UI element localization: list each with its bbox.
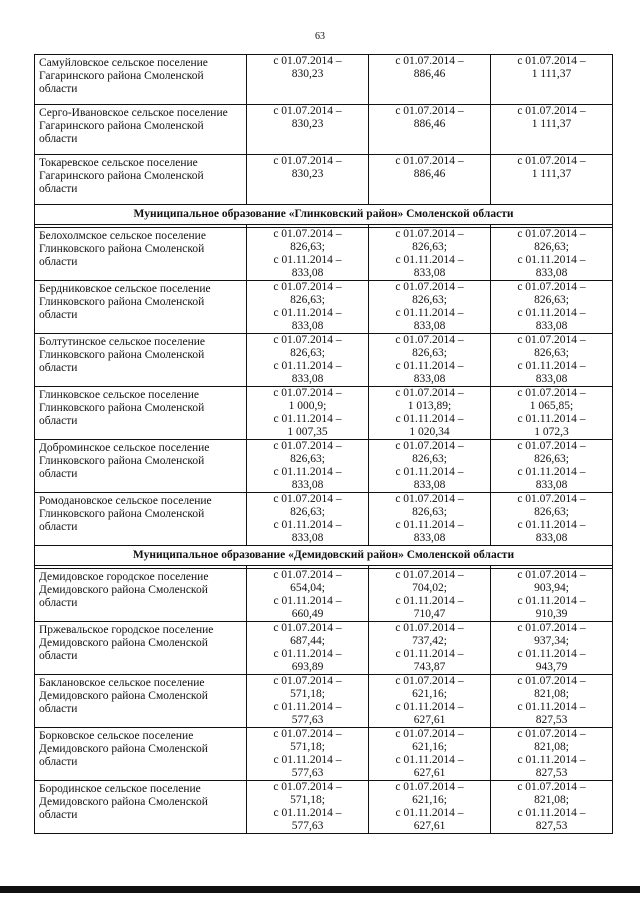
tariff-value: 826,63; <box>534 294 569 306</box>
table-row <box>35 55 613 105</box>
tariff-date: с 01.11.2014 – <box>273 519 342 531</box>
page-bottom-rule <box>0 886 640 893</box>
tariff-value: 827,53 <box>535 767 568 779</box>
tariff-cell <box>491 281 613 334</box>
tariff-cell <box>247 334 369 387</box>
tariff-cell <box>491 228 613 281</box>
tariff-value: 833,08 <box>291 479 324 491</box>
tariff-date: с 01.07.2014 – <box>395 55 464 67</box>
tariff-cell <box>369 155 491 205</box>
tariff-value: 833,08 <box>413 532 446 544</box>
tariff-value: 1 111,37 <box>531 68 572 80</box>
tariff-date: с 01.07.2014 – <box>395 781 464 793</box>
settlement-name: Демидовское городское поселение Демидовского района Смоленской области <box>35 569 247 622</box>
tariff-cell <box>491 493 613 546</box>
tariff-date: с 01.07.2014 – <box>273 155 342 167</box>
tariff-date: с 01.07.2014 – <box>273 105 342 117</box>
tariff-date: с 01.11.2014 – <box>273 754 342 766</box>
tariff-cell <box>247 569 369 622</box>
tariff-value: 826,63; <box>412 347 447 359</box>
settlement-name: Болтутинское сельское поселение Глинковского района Смоленской области <box>35 334 247 387</box>
tariff-date: с 01.11.2014 – <box>517 307 586 319</box>
tariff-date: с 01.07.2014 – <box>273 675 342 687</box>
tariff-value: 1 065,85; <box>529 400 574 412</box>
settlement-name: Доброминское сельское поселение Глинковского района Смоленской области <box>35 440 247 493</box>
tariff-value: 833,08 <box>413 479 446 491</box>
tariff-date: с 01.07.2014 – <box>395 334 464 346</box>
tariff-date: с 01.11.2014 – <box>517 648 586 660</box>
tariff-value: 833,08 <box>535 532 568 544</box>
tariff-cell <box>369 334 491 387</box>
tariff-date: с 01.11.2014 – <box>517 595 586 607</box>
tariff-value: 826,63; <box>534 506 569 518</box>
tariff-date: с 01.07.2014 – <box>517 105 586 117</box>
tariff-value: 1 020,34 <box>409 426 450 438</box>
tariff-date: с 01.11.2014 – <box>273 307 342 319</box>
settlement-name: Глинковское сельское поселение Глинковского района Смоленской области <box>35 387 247 440</box>
tariff-cell <box>247 622 369 675</box>
tariff-date: с 01.07.2014 – <box>517 675 586 687</box>
settlement-name: Самуйловское сельское поселение Гагаринского района Смоленской области <box>35 55 247 105</box>
tariff-cell <box>369 569 491 622</box>
tariff-cell <box>247 228 369 281</box>
tariff-value: 826,63; <box>290 294 325 306</box>
table-row <box>35 105 613 155</box>
tariff-cell <box>491 569 613 622</box>
tariff-cell <box>247 493 369 546</box>
tariff-value: 833,08 <box>413 320 446 332</box>
tariff-date: с 01.07.2014 – <box>517 55 586 67</box>
tariff-value: 833,08 <box>535 267 568 279</box>
tariff-value: 826,63; <box>290 506 325 518</box>
settlement-name: Токаревское сельское поселение Гагаринского района Смоленской области <box>35 155 247 205</box>
tariff-cell <box>247 387 369 440</box>
tariff-cell <box>491 105 613 155</box>
tariff-value: 571,18; <box>290 741 325 753</box>
tariff-value: 1 072,3 <box>534 426 569 438</box>
tariff-date: с 01.07.2014 – <box>273 728 342 740</box>
tariff-value: 826,63; <box>412 506 447 518</box>
section-heading: Муниципальное образование «Демидовский район» Смоленской области <box>35 546 613 566</box>
tariff-date: с 01.07.2014 – <box>395 569 464 581</box>
tariff-cell <box>491 55 613 105</box>
tariff-table-body <box>35 55 613 834</box>
tariff-date: с 01.07.2014 – <box>517 622 586 634</box>
tariff-cell <box>491 675 613 728</box>
tariff-value: 826,63; <box>290 241 325 253</box>
section-heading: Муниципальное образование «Глинковский район» Смоленской области <box>35 205 613 225</box>
table-row <box>35 622 613 675</box>
tariff-date: с 01.07.2014 – <box>273 781 342 793</box>
tariff-date: с 01.11.2014 – <box>395 519 464 531</box>
tariff-value: 627,61 <box>413 767 446 779</box>
table-row <box>35 387 613 440</box>
table-row <box>35 334 613 387</box>
tariff-value: 826,63; <box>534 241 569 253</box>
tariff-value: 627,61 <box>413 820 446 832</box>
section-row <box>35 546 613 566</box>
tariff-date: с 01.07.2014 – <box>517 155 586 167</box>
tariff-date: с 01.07.2014 – <box>395 387 464 399</box>
tariff-date: с 01.07.2014 – <box>517 781 586 793</box>
tariff-value: 821,08; <box>534 794 569 806</box>
settlement-name: Бердниковское сельское поселение Глинковского района Смоленской области <box>35 281 247 334</box>
tariff-value: 737,42; <box>412 635 447 647</box>
tariff-date: с 01.11.2014 – <box>517 360 586 372</box>
tariff-cell <box>491 622 613 675</box>
tariff-date: с 01.07.2014 – <box>517 728 586 740</box>
tariff-value: 710,47 <box>413 608 446 620</box>
tariff-date: с 01.07.2014 – <box>395 281 464 293</box>
tariff-value: 621,16; <box>412 794 447 806</box>
tariff-value: 886,46 <box>413 68 446 80</box>
tariff-cell <box>491 155 613 205</box>
tariff-date: с 01.07.2014 – <box>395 155 464 167</box>
tariff-date: с 01.07.2014 – <box>273 281 342 293</box>
tariff-value: 833,08 <box>291 532 324 544</box>
table-row <box>35 675 613 728</box>
tariff-date: с 01.07.2014 – <box>395 440 464 452</box>
tariff-cell <box>491 781 613 834</box>
tariff-date: с 01.07.2014 – <box>395 493 464 505</box>
tariff-date: с 01.11.2014 – <box>517 466 586 478</box>
tariff-value: 826,63; <box>290 453 325 465</box>
tariff-date: с 01.07.2014 – <box>517 387 586 399</box>
tariff-date: с 01.07.2014 – <box>273 387 342 399</box>
tariff-value: 577,63 <box>291 767 324 779</box>
settlement-name: Пржевальское городское поселение Демидовского района Смоленской области <box>35 622 247 675</box>
tariff-value: 743,87 <box>413 661 446 673</box>
tariff-value: 830,23 <box>291 118 324 130</box>
tariff-date: с 01.11.2014 – <box>395 413 464 425</box>
tariff-cell <box>247 675 369 728</box>
tariff-value: 833,08 <box>535 479 568 491</box>
section-row <box>35 205 613 225</box>
settlement-name: Ромодановское сельское поселение Глинковского района Смоленской области <box>35 493 247 546</box>
tariff-value: 687,44; <box>290 635 325 647</box>
tariff-value: 826,63; <box>412 241 447 253</box>
tariff-cell <box>369 387 491 440</box>
table-row <box>35 728 613 781</box>
tariff-cell <box>369 493 491 546</box>
tariff-value: 821,08; <box>534 741 569 753</box>
table-row <box>35 440 613 493</box>
tariff-date: с 01.11.2014 – <box>273 807 342 819</box>
tariff-cell <box>247 155 369 205</box>
tariff-value: 826,63; <box>412 453 447 465</box>
table-row <box>35 155 613 205</box>
tariff-date: с 01.07.2014 – <box>517 334 586 346</box>
tariff-value: 833,08 <box>535 373 568 385</box>
tariff-value: 826,63; <box>534 453 569 465</box>
tariff-date: с 01.11.2014 – <box>273 254 342 266</box>
tariff-value: 833,08 <box>413 267 446 279</box>
tariff-date: с 01.11.2014 – <box>273 648 342 660</box>
tariff-value: 1 111,37 <box>531 168 572 180</box>
table-row <box>35 228 613 281</box>
tariff-date: с 01.07.2014 – <box>517 228 586 240</box>
tariff-cell <box>491 334 613 387</box>
tariff-date: с 01.07.2014 – <box>273 228 342 240</box>
tariff-cell <box>369 781 491 834</box>
tariff-value: 910,39 <box>535 608 568 620</box>
tariff-cell <box>247 55 369 105</box>
tariff-date: с 01.11.2014 – <box>273 466 342 478</box>
tariff-date: с 01.11.2014 – <box>517 519 586 531</box>
tariff-value: 827,53 <box>535 820 568 832</box>
tariff-date: с 01.07.2014 – <box>395 228 464 240</box>
tariff-date: с 01.07.2014 – <box>395 105 464 117</box>
table-row <box>35 569 613 622</box>
tariff-value: 937,34; <box>534 635 569 647</box>
tariff-date: с 01.11.2014 – <box>395 595 464 607</box>
tariff-date: с 01.07.2014 – <box>517 440 586 452</box>
tariff-value: 827,53 <box>535 714 568 726</box>
tariff-date: с 01.11.2014 – <box>273 413 342 425</box>
tariff-cell <box>369 55 491 105</box>
tariff-value: 886,46 <box>413 168 446 180</box>
page-number: 63 <box>315 31 325 42</box>
tariff-cell <box>369 675 491 728</box>
tariff-value: 704,02; <box>412 582 447 594</box>
tariff-value: 833,08 <box>413 373 446 385</box>
tariff-date: с 01.07.2014 – <box>273 334 342 346</box>
tariff-value: 1 111,37 <box>531 118 572 130</box>
tariff-date: с 01.11.2014 – <box>395 360 464 372</box>
tariff-date: с 01.11.2014 – <box>517 807 586 819</box>
table-row <box>35 281 613 334</box>
tariff-value: 577,63 <box>291 820 324 832</box>
settlement-name: Баклановское сельское поселение Демидовского района Смоленской области <box>35 675 247 728</box>
tariff-cell <box>247 728 369 781</box>
tariff-date: с 01.11.2014 – <box>395 807 464 819</box>
tariff-value: 821,08; <box>534 688 569 700</box>
tariff-date: с 01.07.2014 – <box>395 728 464 740</box>
tariff-date: с 01.07.2014 – <box>517 569 586 581</box>
tariff-value: 1 000,9; <box>288 400 327 412</box>
tariff-value: 826,63; <box>534 347 569 359</box>
tariff-date: с 01.07.2014 – <box>395 675 464 687</box>
tariff-date: с 01.11.2014 – <box>395 466 464 478</box>
tariff-value: 833,08 <box>291 373 324 385</box>
tariff-date: с 01.11.2014 – <box>395 648 464 660</box>
tariff-value: 577,63 <box>291 714 324 726</box>
tariff-value: 833,08 <box>535 320 568 332</box>
tariff-value: 627,61 <box>413 714 446 726</box>
tariff-cell <box>247 281 369 334</box>
tariff-value: 943,79 <box>535 661 568 673</box>
tariff-value: 621,16; <box>412 688 447 700</box>
tariff-date: с 01.11.2014 – <box>517 701 586 713</box>
tariff-cell <box>491 387 613 440</box>
tariff-cell <box>369 281 491 334</box>
tariff-date: с 01.11.2014 – <box>517 413 586 425</box>
tariff-date: с 01.11.2014 – <box>517 754 586 766</box>
settlement-name: Борковское сельское поселение Демидовского района Смоленской области <box>35 728 247 781</box>
tariff-cell <box>247 105 369 155</box>
tariff-date: с 01.11.2014 – <box>395 701 464 713</box>
tariff-value: 693,89 <box>291 661 324 673</box>
tariff-date: с 01.07.2014 – <box>273 55 342 67</box>
tariff-table <box>34 54 613 834</box>
tariff-value: 571,18; <box>290 794 325 806</box>
tariff-value: 1 007,35 <box>287 426 328 438</box>
tariff-value: 654,04; <box>290 582 325 594</box>
tariff-value: 571,18; <box>290 688 325 700</box>
tariff-value: 1 013,89; <box>407 400 452 412</box>
tariff-date: с 01.11.2014 – <box>273 701 342 713</box>
tariff-value: 903,94; <box>534 582 569 594</box>
settlement-name: Белохолмское сельское поселение Глинковского района Смоленской области <box>35 228 247 281</box>
tariff-cell <box>369 228 491 281</box>
tariff-value: 830,23 <box>291 168 324 180</box>
table-row <box>35 493 613 546</box>
tariff-value: 886,46 <box>413 118 446 130</box>
tariff-date: с 01.07.2014 – <box>273 440 342 452</box>
tariff-date: с 01.11.2014 – <box>395 254 464 266</box>
tariff-cell <box>369 728 491 781</box>
tariff-value: 660,49 <box>291 608 324 620</box>
tariff-date: с 01.11.2014 – <box>273 360 342 372</box>
tariff-date: с 01.07.2014 – <box>273 569 342 581</box>
tariff-date: с 01.07.2014 – <box>395 622 464 634</box>
tariff-cell <box>491 728 613 781</box>
tariff-date: с 01.11.2014 – <box>395 307 464 319</box>
table-row <box>35 781 613 834</box>
tariff-cell <box>247 440 369 493</box>
settlement-name: Бородинское сельское поселение Демидовского района Смоленской области <box>35 781 247 834</box>
tariff-date: с 01.07.2014 – <box>273 493 342 505</box>
tariff-value: 830,23 <box>291 68 324 80</box>
tariff-cell <box>491 440 613 493</box>
tariff-value: 826,63; <box>412 294 447 306</box>
tariff-date: с 01.07.2014 – <box>273 622 342 634</box>
tariff-cell <box>247 781 369 834</box>
settlement-name: Серго-Ивановское сельское поселение Гагаринского района Смоленской области <box>35 105 247 155</box>
tariff-cell <box>369 440 491 493</box>
tariff-date: с 01.07.2014 – <box>517 281 586 293</box>
tariff-value: 833,08 <box>291 267 324 279</box>
tariff-date: с 01.07.2014 – <box>517 493 586 505</box>
tariff-cell <box>369 105 491 155</box>
tariff-cell <box>369 622 491 675</box>
tariff-value: 833,08 <box>291 320 324 332</box>
tariff-date: с 01.11.2014 – <box>273 595 342 607</box>
tariff-date: с 01.11.2014 – <box>395 754 464 766</box>
tariff-value: 621,16; <box>412 741 447 753</box>
tariff-date: с 01.11.2014 – <box>517 254 586 266</box>
tariff-value: 826,63; <box>290 347 325 359</box>
